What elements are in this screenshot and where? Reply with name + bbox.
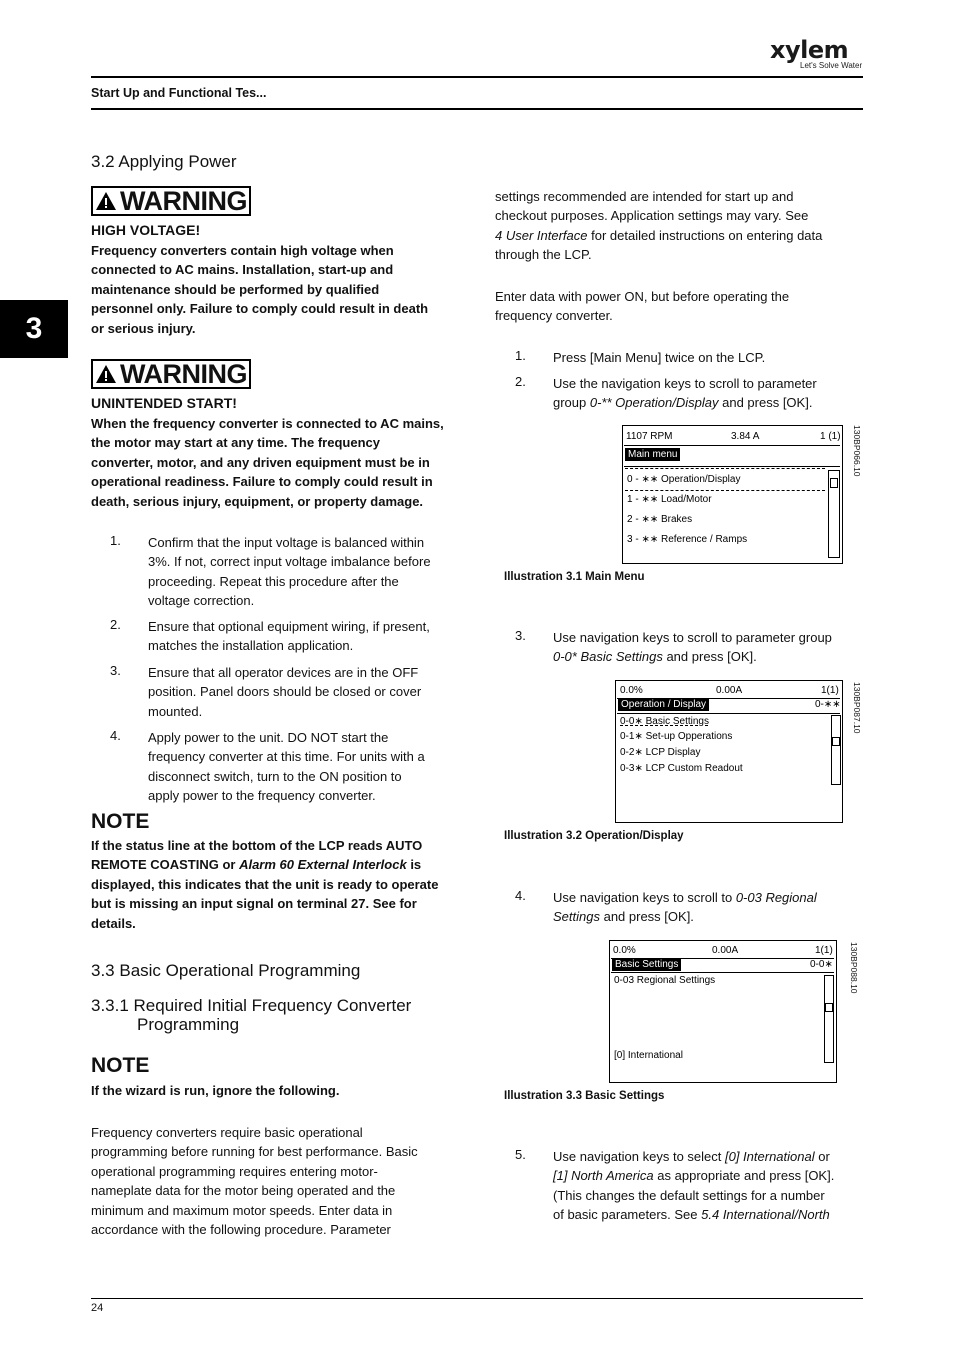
scrollbar-thumb bbox=[830, 478, 838, 488]
figure-caption: Illustration 3.2 Operation/Display bbox=[504, 830, 684, 842]
list-item: Use navigation keys to scroll to 0-03 Regional Settings and press [OK]. bbox=[553, 890, 817, 925]
lcp-status-left: 0.0% bbox=[620, 685, 643, 696]
list-item: Use navigation keys to select [0] International or [1] North America as appropriate and press [OK]. (This changes the default settings for a number of basic parameters. See 5.4 International/North bbox=[553, 1149, 835, 1223]
list-item: Use the navigation keys to scroll to parameter group 0-** Operation/Display and press [OK]. bbox=[553, 376, 817, 411]
lcp-status-mid: 0.00A bbox=[716, 685, 743, 696]
lcp-title: Operation / Display bbox=[618, 698, 709, 711]
lcp-title-code: 0-0∗ bbox=[810, 959, 833, 970]
lcp-menu-item: 0-2∗ LCP Display bbox=[620, 747, 701, 758]
paragraph: Enter data with power ON, but before operating the frequency converter. bbox=[495, 289, 790, 324]
lcp-title: Basic Settings bbox=[612, 958, 681, 971]
scrollbar-thumb bbox=[832, 737, 840, 746]
page-number: 24 bbox=[91, 1302, 104, 1314]
lcp-display-main-menu bbox=[622, 425, 843, 564]
lcp-display-basic-settings bbox=[609, 940, 837, 1083]
lcp-status-right: 1 (1) bbox=[820, 431, 841, 442]
xylem-logo: xylem bbox=[770, 36, 849, 64]
lcp-status-left: 0.0% bbox=[613, 945, 636, 956]
lcp-status-mid: 3.84 A bbox=[731, 431, 760, 442]
note-heading: NOTE bbox=[91, 1054, 150, 1077]
warning-title: HIGH VOLTAGE! bbox=[91, 222, 201, 238]
lcp-title: Main menu bbox=[625, 448, 680, 461]
list-item: Ensure that all operator devices are in the OFF position. Panel doors should be closed or cover mounted. bbox=[148, 665, 422, 719]
list-item: Ensure that optional equipment wiring, if present, matches the installation application. bbox=[148, 619, 430, 654]
lcp-menu-item: 1 - ∗∗ Load/Motor bbox=[627, 494, 712, 505]
list-item-number: 4. bbox=[515, 888, 526, 903]
lcp-status-mid: 0.00A bbox=[712, 945, 739, 956]
list-item-number: 3. bbox=[515, 628, 526, 643]
note-heading: NOTE bbox=[91, 810, 150, 833]
list-item-number: 2. bbox=[110, 617, 121, 632]
list-item-number: 2. bbox=[515, 374, 526, 389]
scrollbar-thumb bbox=[825, 1003, 833, 1012]
warning-text: Frequency converters contain high voltage when connected to AC mains. Installation, start-up and maintenance should be performed by qualified personnel only. Failure to comply could result in death or serious injury. bbox=[91, 243, 429, 336]
paragraph: settings recommended are intended for start up and checkout purposes. Application settings may vary. See 4 User Interface for detailed instructions on entering data through the LCP. bbox=[495, 189, 823, 263]
header-rule-2 bbox=[91, 108, 863, 110]
lcp-parameter: 0-03 Regional Settings bbox=[614, 975, 716, 986]
lcp-menu-item: 0-3∗ LCP Custom Readout bbox=[620, 763, 743, 774]
header-rule bbox=[91, 76, 863, 78]
selection-marker bbox=[625, 468, 825, 469]
lcp-menu-item: 0 - ∗∗ Operation/Display bbox=[627, 474, 741, 485]
list-item: Confirm that the input voltage is balanced within 3%. If not, correct input voltage imbalance before proceeding. Repeat this procedure after the voltage correction. bbox=[148, 535, 431, 609]
lcp-menu-item: 3 - ∗∗ Reference / Ramps bbox=[627, 534, 748, 545]
list-item-number: 1. bbox=[515, 348, 526, 363]
lcp-title-code: 0-∗∗ bbox=[815, 699, 841, 710]
lcp-menu-item: 2 - ∗∗ Brakes bbox=[627, 514, 693, 525]
list-item-number: 5. bbox=[515, 1147, 526, 1162]
chapter-tab: 3 bbox=[0, 300, 68, 358]
warning-triangle-icon bbox=[95, 364, 117, 384]
scrollbar bbox=[831, 715, 841, 785]
lcp-display-operation bbox=[615, 680, 843, 823]
warning-triangle-icon bbox=[95, 191, 117, 211]
lcp-parameter-value: [0] International bbox=[614, 1050, 683, 1061]
lcp-menu-item-selected: 0-0∗ Basic Settings bbox=[620, 716, 709, 727]
footer-rule bbox=[91, 1298, 863, 1299]
list-item: Press [Main Menu] twice on the LCP. bbox=[553, 350, 766, 365]
note-text: If the wizard is run, ignore the following. bbox=[91, 1083, 340, 1098]
intro-paragraph: Frequency converters require basic operational programming before running for best performance. Basic operational programming requires entering motor- nameplate data for the motor being operated and the minimum and maximum motor speeds. Enter data in accordance with the following procedure. Parameter bbox=[91, 1125, 418, 1238]
selection-marker bbox=[625, 490, 825, 491]
list-item-number: 4. bbox=[110, 728, 121, 743]
logo-tagline: Let's Solve Water bbox=[800, 61, 863, 70]
lcp-status-left: 1107 RPM bbox=[626, 431, 673, 442]
list-item: Use navigation keys to scroll to parameter group 0-0* Basic Settings and press [OK]. bbox=[553, 630, 832, 665]
lcp-status-right: 1(1) bbox=[815, 945, 833, 956]
lcp-menu-item: 0-1∗ Set-up Opperations bbox=[620, 731, 733, 742]
warning-badge bbox=[91, 359, 251, 389]
section-heading-3-2: 3.2 Applying Power bbox=[91, 152, 237, 171]
figure-code: 130BP088.10 bbox=[849, 942, 859, 994]
section-heading-3-3: 3.3 Basic Operational Programming bbox=[91, 961, 361, 980]
figure-caption: Illustration 3.1 Main Menu bbox=[504, 571, 645, 583]
figure-caption: Illustration 3.3 Basic Settings bbox=[504, 1090, 665, 1102]
scrollbar bbox=[824, 975, 834, 1063]
list-item: Apply power to the unit. DO NOT start the frequency converter at this time. For units with a disconnect switch, turn to the ON position to apply power to the frequency converter. bbox=[148, 730, 425, 804]
lcp-status-right: 1(1) bbox=[821, 685, 839, 696]
warning-badge bbox=[91, 186, 251, 216]
note-text: If the status line at the bottom of the LCP reads AUTO REMOTE COASTING or Alarm 60 External Interlock is displayed, this indicates that the unit is ready to operate but is missing an input signal on terminal 27. See for details. bbox=[91, 838, 439, 931]
warning-label: WARNING bbox=[120, 358, 247, 389]
warning-text: When the frequency converter is connected to AC mains, the motor may start at any time. The frequency converter, motor, and any driven equipment must be in operational readiness. Failure to comply could result in death, serious injury, equipment, or property damage. bbox=[91, 416, 444, 509]
warning-title: UNINTENDED START! bbox=[91, 395, 237, 411]
running-header: Start Up and Functional Tes... bbox=[91, 86, 267, 100]
list-item-number: 1. bbox=[110, 533, 121, 548]
list-item-number: 3. bbox=[110, 663, 121, 678]
warning-label: WARNING bbox=[120, 185, 247, 216]
figure-code: 130BP066.10 bbox=[852, 425, 862, 477]
section-heading-3-3-1: 3.3.1 Required Initial Frequency Converter Programming bbox=[91, 996, 412, 1034]
figure-code: 130BP087.10 bbox=[852, 682, 862, 734]
